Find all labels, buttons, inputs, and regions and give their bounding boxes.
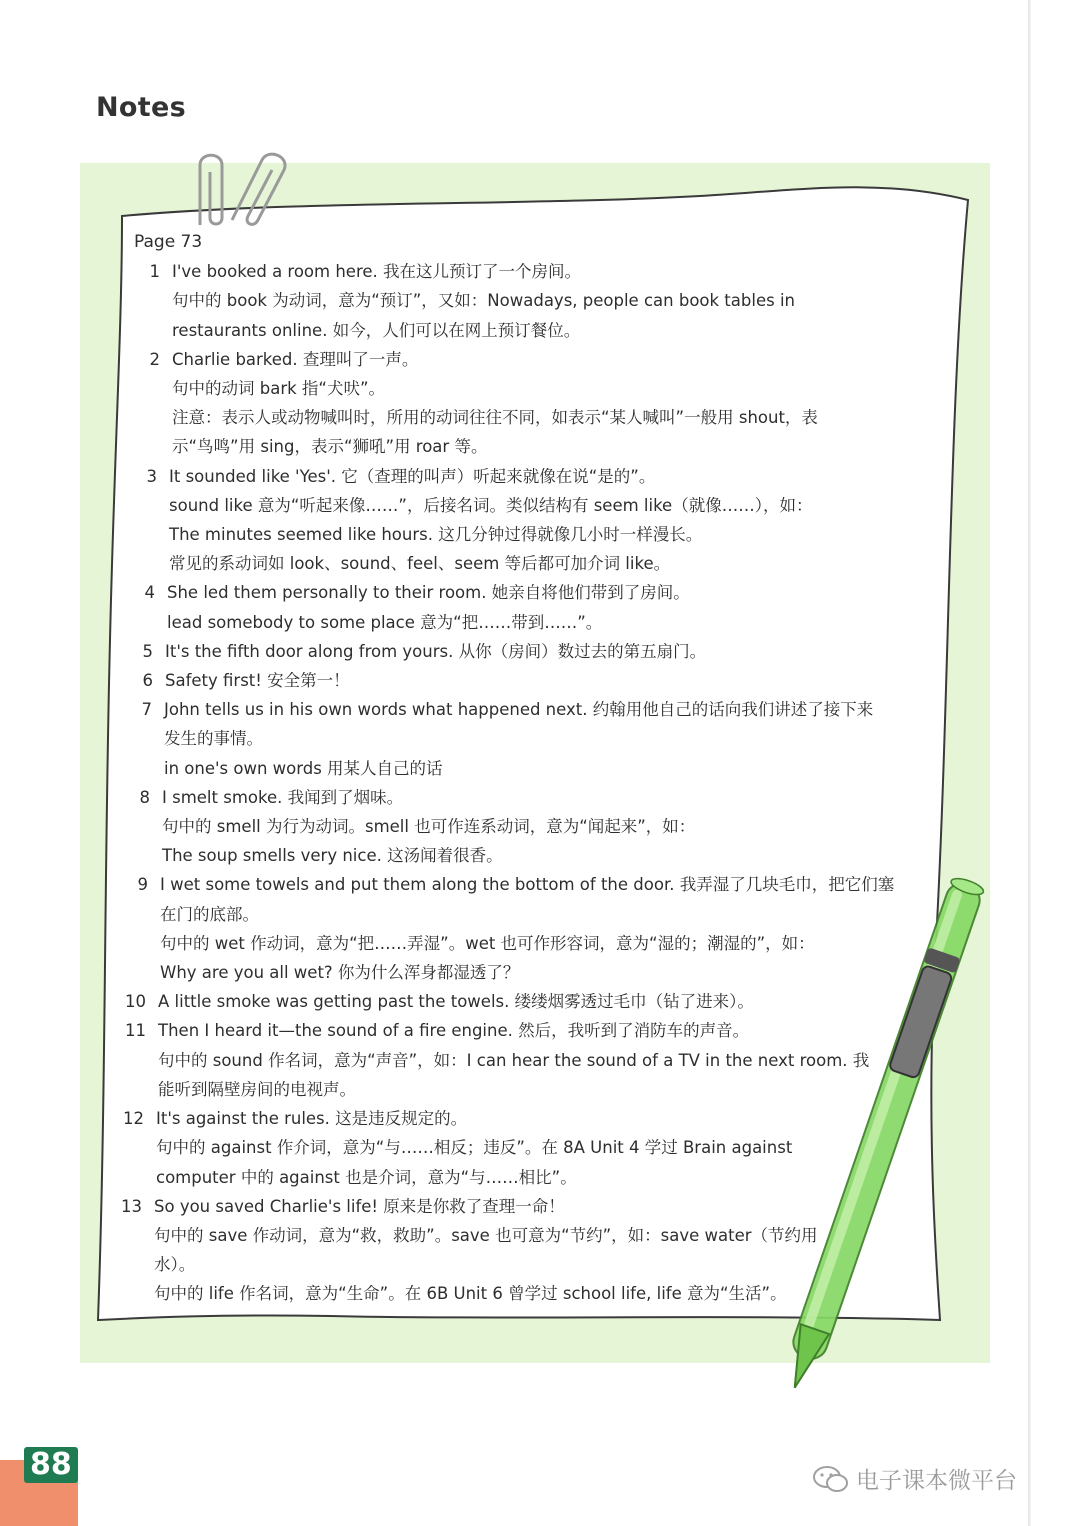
- note-number: 13: [121, 1196, 142, 1216]
- note-line: I've booked a room here. 我在这儿预订了一个房间。: [172, 262, 582, 282]
- note-line: I wet some towels and put them along the bottom of the door. 我弄湿了几块毛巾，把它们塞: [160, 875, 895, 895]
- note-line: 句中的 smell 为行为动词。smell 也可作连系动词，意为“闻起来”，如：: [162, 817, 696, 837]
- note-line: 水）。: [154, 1255, 196, 1275]
- note-line: 发生的事情。: [164, 729, 263, 749]
- note-2: [120, 345, 930, 462]
- note-line: sound like 意为“听起来像……”，后接名词。类似结构有 seem like（就像……），如：: [169, 495, 813, 515]
- note-line: 句中的 wet 作动词，意为“把……弄湿”。wet 也可作形容词，意为“湿的；潮湿的”，如：: [160, 933, 815, 953]
- note-line: Charlie barked. 查理叫了一声。: [172, 349, 419, 369]
- note-line: 句中的动词 bark 指“犬吠”。: [172, 379, 386, 399]
- note-line: She led them personally to their room. 她亲自将他们带到了房间。: [167, 583, 690, 603]
- note-number: 4: [144, 583, 155, 603]
- note-8: [120, 783, 930, 871]
- note-line: 示“鸟鸣”用 sing，表示“狮吼”用 roar 等。: [172, 437, 488, 457]
- page-reference: Page 73: [134, 232, 203, 252]
- page-number: 88: [24, 1447, 78, 1483]
- note-number: 3: [146, 466, 157, 486]
- note-line: Safety first! 安全第一！: [165, 671, 350, 691]
- note-line: I smelt smoke. 我闻到了烟味。: [162, 787, 404, 807]
- note-line: John tells us in his own words what happened next. 约翰用他自己的话向我们讲述了接下来: [164, 700, 874, 720]
- note-number: 6: [142, 671, 153, 691]
- note-line: Why are you all wet? 你为什么浑身都湿透了？: [160, 963, 520, 983]
- note-line: 句中的 against 作介词，意为“与……相反；违反”。在 8A Unit 4 学过 Brain against: [156, 1138, 793, 1158]
- watermark: [812, 1462, 1017, 1495]
- note-line: It sounded like 'Yes'. 它（查理的叫声）听起来就像在说“是的”。: [169, 466, 656, 486]
- note-line: It's against the rules. 这是违反规定的。: [156, 1109, 468, 1129]
- note-6: [120, 666, 930, 695]
- note-7: [120, 695, 930, 783]
- watermark-text: 电子课本微平台: [856, 1468, 1017, 1494]
- note-5: [120, 637, 930, 666]
- note-line: The soup smells very nice. 这汤闻着很香。: [162, 846, 503, 866]
- note-line: It's the fifth door along from yours. 从你（房间）数过去的第五扇门。: [165, 641, 707, 661]
- note-line: 句中的 sound 作名词，意为“声音”，如：I can hear the sound of a TV in the next room. 我: [158, 1050, 870, 1070]
- note-number: 8: [139, 787, 150, 807]
- note-line: Then I heard it—the sound of a fire engine. 然后，我听到了消防车的声音。: [158, 1021, 750, 1041]
- note-line: restaurants online. 如今，人们可以在网上预订餐位。: [172, 320, 581, 340]
- note-line: 常见的系动词如 look、sound、feel、seem 等后都可加介词 like。: [169, 554, 671, 574]
- note-line: 句中的 life 作名词，意为“生命”。在 6B Unit 6 曾学过 school life, life 意为“生活”。: [154, 1284, 787, 1304]
- note-line: So you saved Charlie's life! 原来是你救了查理一命！: [154, 1196, 565, 1216]
- note-line: computer 中的 against 也是介词，意为“与……相比”。: [156, 1167, 577, 1187]
- note-number: 5: [142, 641, 153, 661]
- note-4: [120, 578, 930, 636]
- pen-icon: [760, 860, 1000, 1420]
- note-line: The minutes seemed like hours. 这几分钟过得就像几小时一样漫长。: [169, 525, 703, 545]
- note-line: 在门的底部。: [160, 904, 259, 924]
- note-number: 1: [149, 262, 160, 282]
- note-line: in one's own words 用某人自己的话: [164, 758, 443, 778]
- note-number: 7: [141, 700, 152, 720]
- note-line: A little smoke was getting past the towels. 缕缕烟雾透过毛巾（钻了进来）。: [158, 992, 754, 1012]
- note-1: [120, 257, 930, 345]
- note-number: 12: [123, 1109, 144, 1129]
- note-line: 能听到隔壁房间的电视声。: [158, 1079, 356, 1099]
- notes-heading: Notes: [96, 92, 186, 123]
- wechat-icon: [812, 1464, 850, 1494]
- note-number: 2: [149, 349, 160, 369]
- note-number: 9: [137, 875, 148, 895]
- note-line: 句中的 save 作动词，意为“救，救助”。save 也可意为“节约”，如：save water（节约用: [154, 1225, 818, 1245]
- note-3: [120, 462, 930, 579]
- note-number: 10: [125, 992, 146, 1012]
- note-line: 注意：表示人或动物喊叫时，所用的动词往往不同，如表示“某人喊叫”一般用 shout，表: [172, 408, 818, 428]
- note-line: lead somebody to some place 意为“把……带到……”。: [167, 612, 603, 632]
- note-number: 11: [125, 1021, 146, 1041]
- note-line: 句中的 book 为动词，意为“预订”，又如：Nowadays, people can book tables in: [172, 291, 795, 311]
